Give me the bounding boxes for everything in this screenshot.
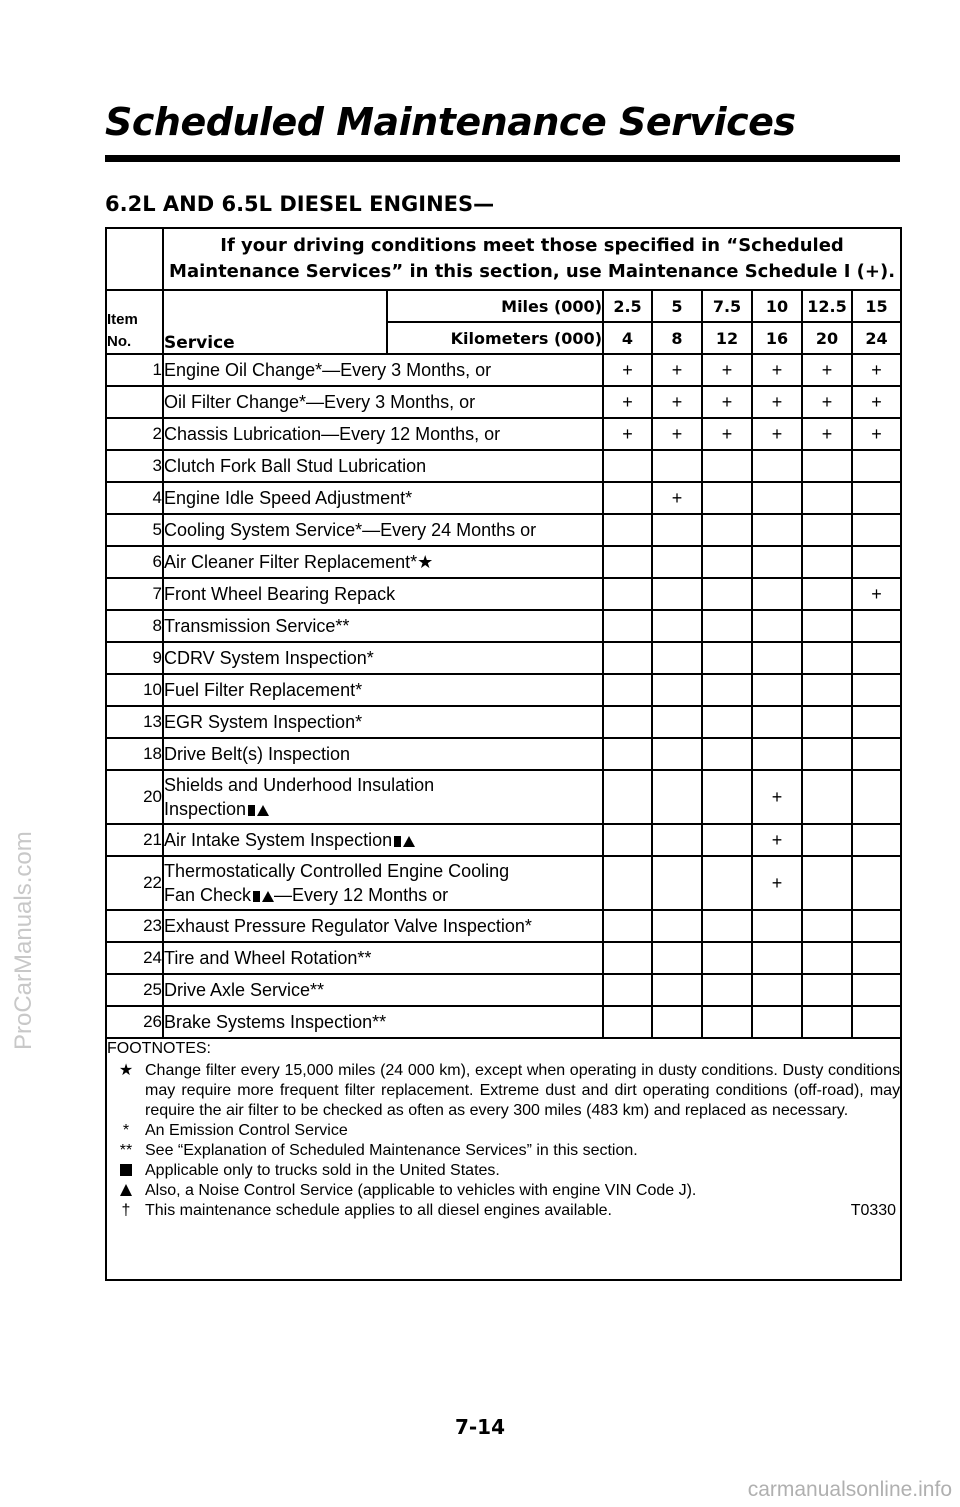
interval-mark [702,674,752,706]
interval-mark [752,546,802,578]
interval-mark: + [752,824,802,856]
item-number: 24 [106,942,163,974]
interval-mark [802,738,852,770]
km-interval: 16 [752,322,802,354]
service-line-2 [164,797,602,821]
interval-mark [802,450,852,482]
interval-mark [752,514,802,546]
interval-mark [852,706,901,738]
section-heading: 6.2L AND 6.5L DIESEL ENGINES— [105,192,495,216]
interval-mark [802,610,852,642]
miles-interval: 2.5 [603,290,652,322]
interval-mark [603,546,652,578]
interval-mark [652,706,702,738]
miles-interval: 10 [752,290,802,322]
table-row [106,824,901,856]
service-name [163,514,603,546]
interval-mark [603,974,652,1006]
item-number: 3 [106,450,163,482]
interval-mark [752,706,802,738]
item-number: 6 [106,546,163,578]
interval-mark [702,824,752,856]
table-row [106,578,901,610]
interval-mark [852,610,901,642]
interval-mark [852,514,901,546]
table-row [106,450,901,482]
maintenance-schedule [105,227,900,1281]
document-code: T0330 [850,1202,897,1219]
table-row [106,706,901,738]
table-row [106,770,901,824]
interval-mark: + [802,386,852,418]
item-number: 18 [106,738,163,770]
service-name [163,578,603,610]
item-number: 2 [106,418,163,450]
service-line: Engine Idle Speed Adjustment* [164,488,413,508]
service-name [163,738,603,770]
kilometers-header: Kilometers (000) [387,322,603,354]
service-line-text: Fan Check [164,885,252,905]
interval-mark [702,706,752,738]
interval-mark [752,738,802,770]
item-number: 10 [106,674,163,706]
interval-mark: + [652,354,702,386]
interval-mark [702,450,752,482]
service-line: Brake Systems Inspection** [164,1012,387,1032]
triangle-icon [262,891,274,902]
interval-mark [852,674,901,706]
footnote [107,1061,900,1121]
triangle-icon [257,805,269,816]
interval-mark [802,642,852,674]
service-name [163,450,603,482]
interval-mark [603,942,652,974]
interval-mark [652,910,702,942]
interval-mark [702,856,752,910]
interval-mark [702,578,752,610]
footnote [107,1161,900,1181]
interval-mark [652,770,702,824]
interval-mark [852,546,901,578]
interval-mark: + [603,418,652,450]
service-name [163,770,603,824]
interval-mark [603,1006,652,1038]
service-line: Chassis Lubrication—Every 12 Months, or [164,424,501,444]
triangle-icon [120,1184,132,1196]
item-number: 20 [106,770,163,824]
item-number [106,386,163,418]
interval-mark: + [802,418,852,450]
interval-mark [652,546,702,578]
interval-mark [802,1006,852,1038]
service-line: Shields and Underhood Insulation [164,775,435,795]
watermark: ProCarManuals.com [10,831,37,1050]
triangle-icon [403,836,415,847]
interval-mark [802,482,852,514]
interval-mark [752,942,802,974]
interval-mark [652,578,702,610]
interval-mark [603,674,652,706]
footnote-text: Applicable only to trucks sold in the United States. [145,1162,500,1179]
interval-mark [802,824,852,856]
interval-mark: + [852,354,901,386]
interval-mark [752,482,802,514]
interval-mark: + [652,418,702,450]
km-interval: 12 [702,322,752,354]
miles-header: Miles (000) [387,290,603,322]
interval-mark [852,974,901,1006]
service-line: Tire and Wheel Rotation** [164,948,372,968]
interval-mark [603,910,652,942]
footnote-text: Also, a Noise Control Service (applicable to vehicles with engine VIN Code J). [145,1182,697,1199]
interval-mark [752,642,802,674]
interval-mark: + [652,386,702,418]
title-rule [105,155,900,162]
interval-mark [603,770,652,824]
interval-mark [652,942,702,974]
interval-mark [852,856,901,910]
interval-mark [652,1006,702,1038]
interval-mark [652,974,702,1006]
interval-mark [702,942,752,974]
km-interval: 4 [603,322,652,354]
interval-mark: + [752,386,802,418]
table-row [106,856,901,910]
item-number: 21 [106,824,163,856]
interval-mark [702,482,752,514]
service-line: Front Wheel Bearing Repack [164,584,396,604]
miles-interval: 5 [652,290,702,322]
service-name [163,674,603,706]
km-interval: 24 [852,322,901,354]
interval-mark [852,642,901,674]
footnote [107,1201,900,1221]
interval-mark: + [702,386,752,418]
item-number: 22 [106,856,163,910]
service-line: Air Cleaner Filter Replacement*★ [164,552,434,572]
interval-mark: + [852,418,901,450]
interval-mark [852,450,901,482]
square-icon [248,805,255,816]
double-asterisk-icon: ** [119,1142,133,1159]
interval-mark [702,546,752,578]
service-line: Drive Belt(s) Inspection [164,744,351,764]
table-row [106,738,901,770]
interval-mark [802,546,852,578]
interval-mark [852,1006,901,1038]
service-name [163,856,603,910]
interval-mark: + [752,770,802,824]
item-number: 7 [106,578,163,610]
footnote [107,1141,900,1161]
item-number: 9 [106,642,163,674]
interval-mark [702,514,752,546]
interval-mark [652,856,702,910]
km-interval: 20 [802,322,852,354]
service-name [163,910,603,942]
interval-mark [802,942,852,974]
miles-interval: 7.5 [702,290,752,322]
interval-mark [752,610,802,642]
service-line: Thermostatically Controlled Engine Cooling [164,861,510,881]
service-line: Oil Filter Change*—Every 3 Months, or [164,392,476,412]
interval-mark: + [603,386,652,418]
interval-mark [603,578,652,610]
square-icon [120,1164,132,1176]
interval-mark [852,770,901,824]
service-name [163,1006,603,1038]
interval-mark: + [603,354,652,386]
interval-mark [752,1006,802,1038]
service-name [163,942,603,974]
interval-mark [702,738,752,770]
table-row [106,482,901,514]
service-name [163,418,603,450]
interval-mark [603,610,652,642]
service-name [163,824,603,856]
asterisk-icon: * [122,1122,130,1139]
table-row [106,386,901,418]
maintenance-table [105,227,902,1281]
service-name [163,706,603,738]
service-name [163,386,603,418]
interval-mark [603,514,652,546]
table-row [106,910,901,942]
item-number: 23 [106,910,163,942]
interval-mark [702,642,752,674]
interval-mark: + [702,418,752,450]
service-name [163,974,603,1006]
service-line: Clutch Fork Ball Stud Lubrication [164,456,427,476]
interval-mark: + [852,386,901,418]
interval-mark [852,910,901,942]
footer-site: carmanualsonline.info [747,1478,952,1501]
footnote [107,1181,900,1201]
service-line: Engine Oil Change*—Every 3 Months, or [164,360,492,380]
miles-interval: 15 [852,290,901,322]
interval-mark [603,824,652,856]
km-interval: 8 [652,322,702,354]
footnotes [106,1038,901,1280]
interval-mark [603,642,652,674]
interval-mark [852,482,901,514]
dagger-icon: † [121,1202,131,1219]
service-line-tail: —Every 12 Months or [274,885,449,905]
interval-mark [752,910,802,942]
table-row [106,974,901,1006]
service-line: CDRV System Inspection* [164,648,374,668]
interval-mark [802,706,852,738]
interval-mark [702,910,752,942]
interval-mark [802,910,852,942]
service-line: EGR System Inspection* [164,712,363,732]
interval-mark [752,974,802,1006]
table-row [106,610,901,642]
interval-mark [852,824,901,856]
footnote-text: See “Explanation of Scheduled Maintenance Services” in this section. [145,1142,638,1159]
interval-mark: + [752,354,802,386]
interval-mark [802,770,852,824]
footnote [107,1121,900,1141]
interval-mark [752,674,802,706]
miles-interval: 12.5 [802,290,852,322]
item-number: 8 [106,610,163,642]
interval-mark [752,578,802,610]
page-number: 7-14 [454,1415,506,1439]
item-header-spacer [106,228,163,290]
table-row [106,674,901,706]
service-line: Exhaust Pressure Regulator Valve Inspection* [164,916,532,936]
item-label: Item [107,311,138,328]
interval-mark [652,642,702,674]
interval-mark [652,824,702,856]
interval-mark [802,578,852,610]
table-row [106,642,901,674]
interval-mark [702,770,752,824]
service-line: Drive Axle Service** [164,980,325,1000]
interval-mark [802,674,852,706]
service-name [163,546,603,578]
item-number: 13 [106,706,163,738]
table-row [106,1006,901,1038]
item-number: 4 [106,482,163,514]
footnote-text: This maintenance schedule applies to all diesel engines available. [145,1202,612,1219]
interval-mark [652,738,702,770]
interval-mark [702,1006,752,1038]
footnote-text: Change filter every 15,000 miles (24 000 km), except when operating in dusty conditions. Dusty conditions may require more frequent filter replacement. Extreme dust and dirt operating conditions (off-road), may require the air filter to be checked as often as every 300 miles (483 km) and replaced as necessary. [145,1062,901,1119]
service-name [163,610,603,642]
interval-mark [652,514,702,546]
interval-mark [852,738,901,770]
interval-mark [603,856,652,910]
square-icon [394,836,401,847]
interval-mark [603,738,652,770]
interval-mark [603,450,652,482]
service-header: Service [163,290,387,354]
table-row [106,354,901,386]
star-icon: ★ [118,1062,134,1079]
interval-mark [652,450,702,482]
no-label: No. [107,333,132,350]
item-number: 25 [106,974,163,1006]
service-name [163,354,603,386]
interval-mark: + [802,354,852,386]
interval-mark [603,482,652,514]
service-line: Transmission Service** [164,616,350,636]
interval-mark [652,674,702,706]
item-number: 26 [106,1006,163,1038]
interval-mark: + [852,578,901,610]
service-line: Cooling System Service*—Every 24 Months or [164,520,537,540]
service-name [163,482,603,514]
footnote-text: An Emission Control Service [145,1122,348,1139]
service-line-text: Inspection [164,799,247,819]
interval-mark [752,450,802,482]
interval-mark [652,610,702,642]
interval-mark [852,942,901,974]
interval-mark [802,856,852,910]
service-line-2 [164,883,602,907]
item-number-header [106,290,163,354]
square-icon [253,891,260,902]
service-name [163,642,603,674]
item-number: 5 [106,514,163,546]
table-row [106,942,901,974]
service-line: Fuel Filter Replacement* [164,680,363,700]
interval-mark: + [752,856,802,910]
table-row [106,546,901,578]
service-line: Air Intake System Inspection [164,830,393,850]
interval-mark [702,974,752,1006]
interval-mark [702,610,752,642]
table-row [106,514,901,546]
table-row [106,418,901,450]
item-number: 1 [106,354,163,386]
interval-mark: + [752,418,802,450]
interval-mark: + [702,354,752,386]
interval-mark: + [652,482,702,514]
schedule-intro: If your driving conditions meet those specified in “Scheduled Maintenance Services” in this section, use Maintenance Schedule I (+). [163,228,901,290]
page-title: Scheduled Maintenance Services [105,100,796,144]
interval-mark [603,706,652,738]
interval-mark [802,974,852,1006]
footnotes-heading: FOOTNOTES: [107,1040,211,1057]
interval-mark [802,514,852,546]
